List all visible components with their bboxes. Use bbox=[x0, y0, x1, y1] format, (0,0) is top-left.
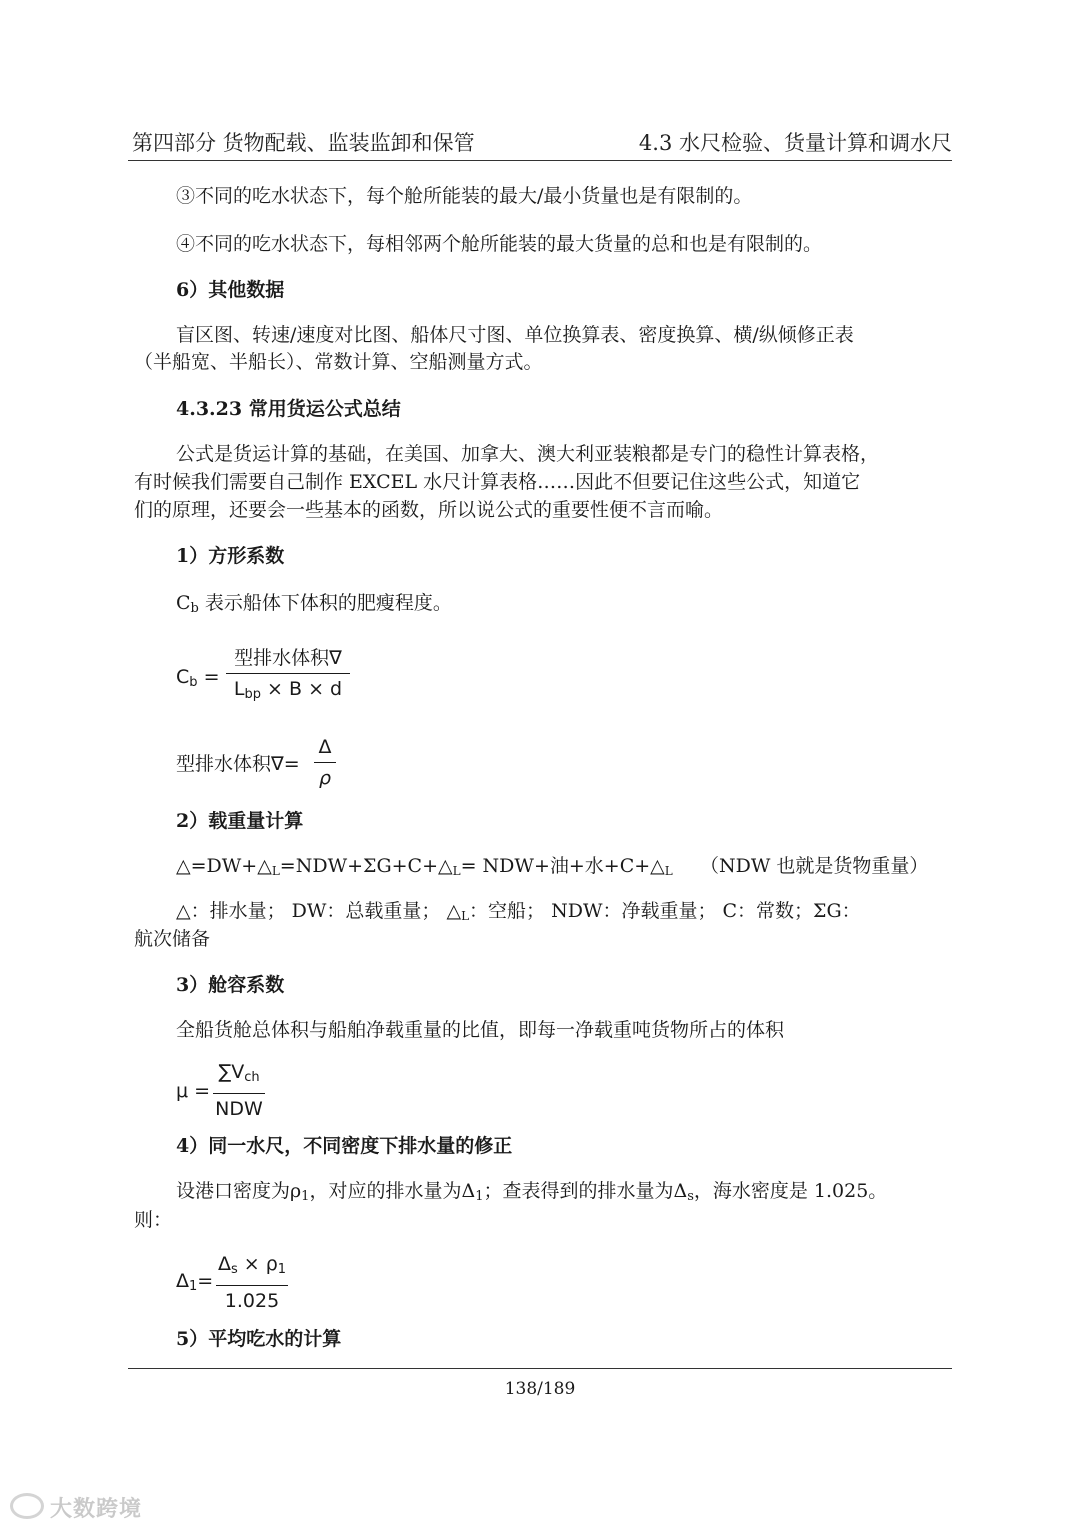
header-right: 4.3 水尺检验、货量计算和调水尺 bbox=[638, 131, 952, 155]
subheading-other-data: 6）其他数据 bbox=[176, 279, 285, 301]
paragraph: 全船货舱总体积与船舶净载重量的比值，即每一净载重吨货物所占的体积 bbox=[176, 1019, 785, 1041]
footer-rule bbox=[128, 1368, 952, 1369]
formula-mu-lhs: μ = bbox=[176, 1080, 211, 1102]
formula-volume-lhs: 型排水体积∇= bbox=[176, 753, 300, 775]
formula-mu-fraction: $\sum V_{ch}$ NDW bbox=[213, 1060, 265, 1121]
subheading-capacity-coefficient: 3）舱容系数 bbox=[176, 974, 285, 996]
fraction-bar bbox=[213, 1093, 265, 1094]
fraction-bar bbox=[226, 673, 350, 674]
formula-delta1-fraction: $\Delta_s \times \rho_1$ 1.025 bbox=[217, 1253, 287, 1312]
legend-line: 航次储备 bbox=[134, 928, 211, 950]
paragraph: （半船宽、半船长）、常数计算、空船测量方式。 bbox=[134, 351, 543, 373]
paragraph: 盲区图、转速/速度对比图、船体尺寸图、单位换算表、密度换算、横/纵倾修正表 bbox=[176, 324, 854, 346]
paragraph: 则： bbox=[134, 1209, 173, 1231]
paragraph: 公式是货运计算的基础，在美国、加拿大、澳大利亚装粮都是专门的稳性计算表格， bbox=[176, 443, 880, 465]
fraction-bar bbox=[216, 1285, 288, 1286]
paragraph: $C_b$ 表示船体下体积的肥瘦程度。 bbox=[176, 592, 452, 616]
watermark: 大数跨境 bbox=[10, 1492, 142, 1523]
paragraph: 设港口密度为$\rho_1$，对应的排水量为$\Delta_1$；查表得到的排水量为$\Delta_s$，海水密度是 1.025。 bbox=[176, 1180, 888, 1204]
formula-cb-denominator: $L_{bp} \times B \times d$ bbox=[233, 678, 343, 702]
formula-deadweight: $\triangle=DW+\triangle_L=NDW+\Sigma G+C+\triangle_L= NDW+$油+水$+C+\triangle_L$ bbox=[176, 855, 673, 878]
formula-cb-numerator: 型排水体积∇ bbox=[234, 647, 342, 669]
formula-cb-lhs: $C_b$ = bbox=[176, 666, 220, 690]
subheading-mean-draft: 5）平均吃水的计算 bbox=[176, 1328, 342, 1350]
formula-delta1-lhs: $\Delta_1=$ bbox=[176, 1270, 214, 1294]
formula-deadweight-note: （NDW 也就是货物重量） bbox=[700, 855, 929, 877]
paragraph: ③不同的吃水状态下，每个舱所能装的最大/最小货量也是有限制的。 bbox=[176, 185, 753, 207]
subheading-block-coefficient: 1）方形系数 bbox=[176, 545, 285, 567]
watermark-logo-icon bbox=[10, 1493, 44, 1519]
subheading-density-correction: 4）同一水尺，不同密度下排水量的修正 bbox=[176, 1135, 513, 1157]
header-rule bbox=[128, 160, 952, 161]
page-number: 138/189 bbox=[504, 1379, 576, 1399]
section-heading: 4.3.23 常用货运公式总结 bbox=[176, 398, 401, 420]
formula-cb-fraction bbox=[226, 646, 350, 707]
paragraph: ④不同的吃水状态下，每相邻两个舱所能装的最大货量的总和也是有限制的。 bbox=[176, 233, 823, 255]
subheading-deadweight: 2）载重量计算 bbox=[176, 810, 304, 832]
formula-volume-fraction: Δ ρ bbox=[314, 735, 336, 790]
header-left: 第四部分 货物配载、监装监卸和保管 bbox=[132, 131, 475, 155]
fraction-bar bbox=[314, 762, 336, 763]
legend-line: △：排水量； DW：总载重量； $\triangle_L$：空船； NDW：净载重量； C：常数；ΣG： bbox=[176, 900, 861, 923]
paragraph: 们的原理，还要会一些基本的函数，所以说公式的重要性便不言而喻。 bbox=[134, 499, 724, 521]
paragraph: 有时候我们需要自己制作 EXCEL 水尺计算表格……因此不但要记住这些公式，知道它 bbox=[134, 471, 861, 493]
